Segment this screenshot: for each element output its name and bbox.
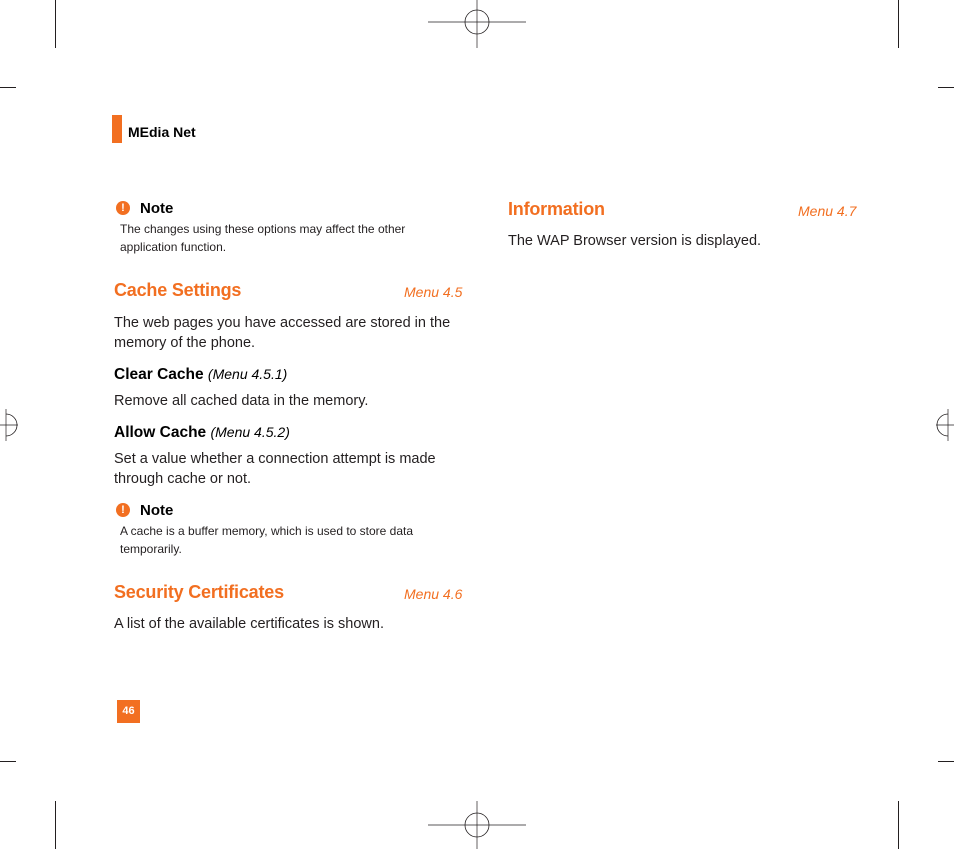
note-label: Note [140,501,174,519]
header-accent-bar [112,115,122,143]
exclamation-icon: ! [116,503,130,517]
clear-cache-text: Remove all cached data in the memory. [114,393,369,409]
note-text: A cache is a buffer memory, which is used to store data temporarily. [120,524,414,556]
note-box [114,199,450,256]
page-number: 46 [117,700,140,723]
crop-mark [898,801,899,849]
note-heading [114,501,450,519]
security-certificates-text: A list of the available certificates is shown. [114,616,384,632]
registration-mark-top [428,0,526,48]
allow-cache-menu-ref: (Menu 4.5.2) [210,424,290,440]
crop-mark [938,87,954,88]
clear-cache-title: Clear Cache [114,366,204,383]
note-heading [114,199,450,217]
crop-mark [55,801,56,849]
section-title-information: Information [508,199,605,219]
subsection-title-allow-cache [114,424,290,442]
page-header-title: MEdia Net [128,124,196,140]
cache-settings-text: The web pages you have accessed are stored in the memory of the phone. [114,315,451,351]
note-box [114,501,450,558]
exclamation-icon: ! [116,201,130,215]
crop-mark [938,761,954,762]
allow-cache-text: Set a value whether a connection attempt is made through cache or not. [114,451,436,487]
information-text: The WAP Browser version is displayed. [508,233,762,249]
crop-mark [55,0,56,48]
crop-mark [898,0,899,48]
registration-mark-right [936,405,954,445]
section-title-cache-settings: Cache Settings [114,280,242,300]
note-text: The changes using these options may affect the other application function. [120,222,406,254]
allow-cache-title: Allow Cache [114,424,207,441]
crop-mark [0,87,16,88]
crop-mark [0,761,16,762]
menu-ref-cache-settings: Menu 4.5 [404,284,463,300]
clear-cache-menu-ref: (Menu 4.5.1) [207,366,288,382]
menu-ref-information: Menu 4.7 [798,203,857,219]
note-label: Note [140,199,174,217]
registration-mark-left [0,405,18,445]
subsection-title-clear-cache [114,366,287,384]
menu-ref-security-certificates: Menu 4.6 [404,586,463,602]
section-title-security-certificates: Security Certificates [114,582,284,602]
registration-mark-bottom [428,801,526,849]
